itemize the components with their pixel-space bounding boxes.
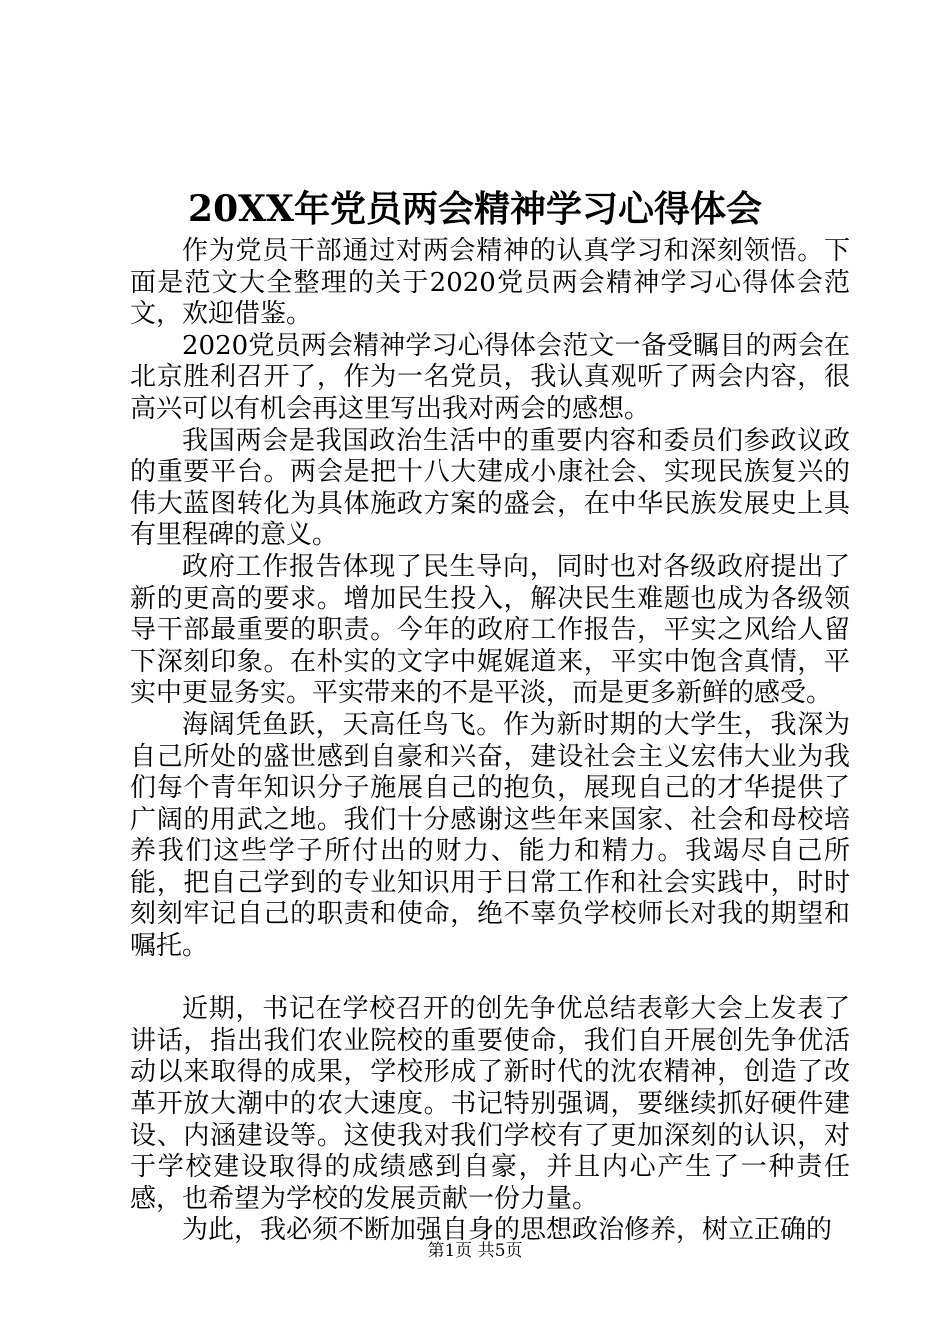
page-number-footer: 第1页 共5页	[427, 1241, 523, 1261]
paragraph-conclusion: 为此，我必须不断加强自身的思想政治修养，树立正确的	[182, 1215, 833, 1246]
paragraph-student: 海阔凭鱼跃，天高任鸟飞。作为新时期的大学生，我深为自己所处的盛世感到自豪和兴奋，建设社会主义宏伟大业为我们每个青年知识分子施展自己的抱负，展现自己的才华提供了广阔的用武之地。我们十分感谢这些年来国家、社会和母校培养我们这些学子所付出的财力、能力和精力。我竭尽自己所能，把自己学到的专业知识用于日常工作和社会实践中，时时刻刻牢记自己的职责和使命，绝不辜负学校师长对我的期望和嘱托。	[130, 709, 850, 962]
paragraph-two-sessions: 我国两会是我国政治生活中的重要内容和委员们参政议政的重要平台。两会是把十八大建成小康社会、实现民族复兴的伟大蓝图转化为具体施政方案的盛会，在中华民族发展史上具有里程碑的意义。	[130, 425, 850, 551]
document-body	[130, 236, 850, 1247]
document-title: 20XX年党员两会精神学习心得体会	[188, 188, 762, 230]
paragraph-secretary-speech: 近期，书记在学校召开的创先争优总结表彰大会上发表了讲话，指出我们农业院校的重要使命，我们自开展创先争优活动以来取得的成果，学校形成了新时代的沈农精神，创造了改革开放大潮中的农大速度。书记特别强调，要继续抓好硬件建设、内涵建设等。这使我对我们学校有了更加深刻的认识，对于学校建设取得的成绩感到自豪，并且内心产生了一种责任感，也希望为学校的发展贡献一份力量。	[130, 994, 850, 1214]
paragraph-opening: 2020党员两会精神学习心得体会范文一备受瞩目的两会在北京胜利召开了，作为一名党员，我认真观听了两会内容，很高兴可以有机会再这里写出我对两会的感想。	[130, 330, 850, 424]
paragraph-work-report: 政府工作报告体现了民生导向，同时也对各级政府提出了新的更高的要求。增加民生投入，解决民生难题也成为各级领导干部最重要的职责。今年的政府工作报告，平实之风给人留下深刻印象。在朴实的文字中娓娓道来，平实中饱含真情，平实中更显务实。平实带来的不是平淡，而是更多新鲜的感受。	[130, 551, 850, 709]
paragraph-intro: 作为党员干部通过对两会精神的认真学习和深刻领悟。下面是范文大全整理的关于2020党员两会精神学习心得体会范文，欢迎借鉴。	[130, 236, 850, 330]
